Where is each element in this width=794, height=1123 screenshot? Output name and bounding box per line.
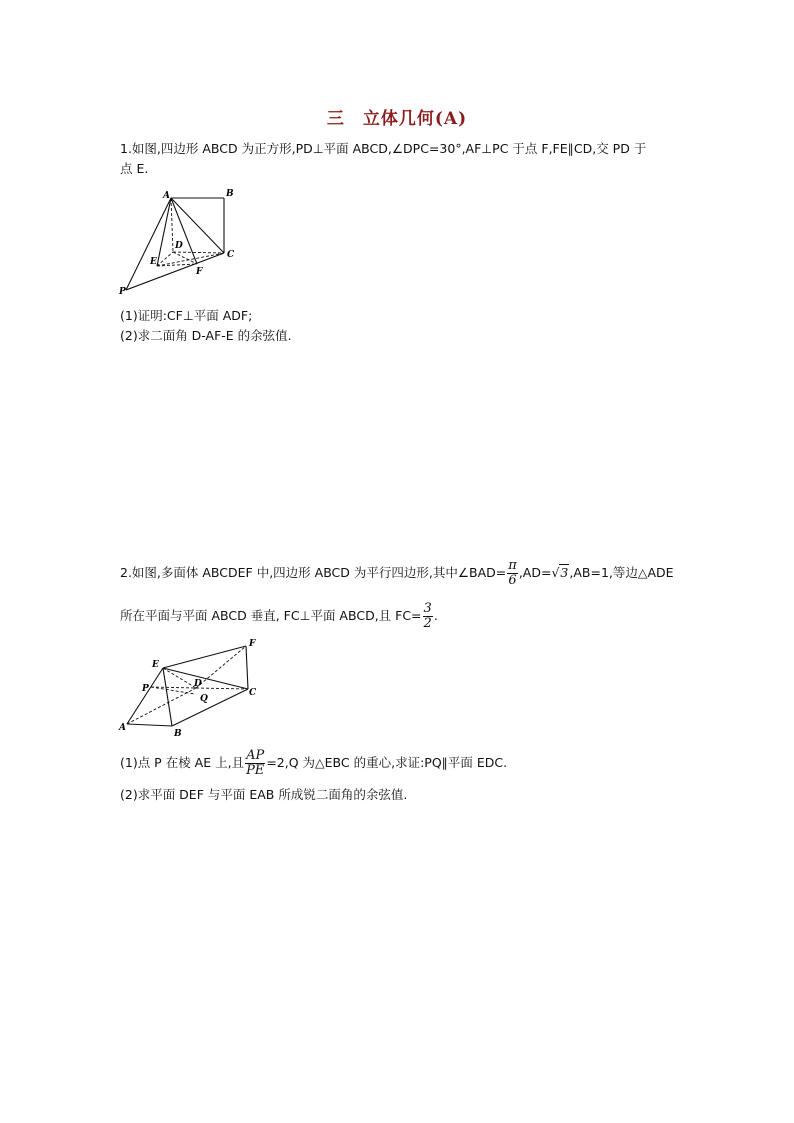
label-f: F bbox=[196, 267, 203, 277]
problem2-figure bbox=[116, 636, 266, 742]
fraction-numerator: 3 bbox=[423, 601, 432, 616]
edge-bc bbox=[172, 689, 248, 726]
edge-ab bbox=[127, 724, 172, 726]
edge-ef bbox=[163, 646, 246, 668]
fraction-numerator: AP bbox=[246, 748, 265, 763]
edge-ec-hidden bbox=[157, 253, 224, 266]
problem2-statement-line1 bbox=[120, 556, 674, 590]
fraction-denominator: 6 bbox=[508, 573, 517, 588]
edge-pc bbox=[126, 253, 224, 290]
label-f: F bbox=[249, 639, 256, 649]
label-e: E bbox=[152, 660, 159, 670]
problem1-question2: (2)求二面角 D-AF-E 的余弦值. bbox=[120, 328, 292, 343]
section-title: 立体几何(A) bbox=[362, 109, 468, 129]
label-p: P bbox=[119, 287, 126, 297]
label-c: C bbox=[227, 250, 235, 260]
fraction-numerator: π bbox=[508, 558, 517, 573]
section-number: 三 bbox=[326, 109, 345, 129]
sqrt-radicand: 3 bbox=[560, 565, 569, 580]
problem2-statement-line2 bbox=[120, 599, 438, 633]
edge-ad-hidden bbox=[127, 688, 196, 724]
problem1-question1: (1)证明:CF⊥平面 ADF; bbox=[120, 308, 253, 323]
edge-ap bbox=[126, 198, 171, 290]
problem2-question2: (2)求平面 DEF 与平面 EAB 所成锐二面角的余弦值. bbox=[120, 787, 408, 802]
label-e: E bbox=[150, 257, 157, 267]
problem2-text-c: ,AB=1,等边△ADE bbox=[569, 565, 674, 580]
fraction-pi-over-6 bbox=[507, 559, 518, 588]
label-a: A bbox=[119, 723, 126, 733]
edge-dc-hidden bbox=[196, 688, 248, 689]
problem2-text-b: ,AD= bbox=[518, 565, 552, 580]
problem2-text-e: . bbox=[433, 608, 438, 623]
problem2-q1-text-b: =2,Q 为△EBC 的重心,求证:PQ∥平面 EDC. bbox=[266, 755, 508, 770]
label-a: A bbox=[163, 191, 170, 201]
problem1-statement-line1: 1.如图,四边形 ABCD 为正方形,PD⊥平面 ABCD,∠DPC=30°,AF⊥PC 于点 F,FE∥CD,交 PD 于 bbox=[120, 141, 647, 156]
edge-dc-hidden bbox=[173, 252, 224, 253]
fraction-denominator: PE bbox=[246, 763, 265, 778]
fraction-ap-over-pe bbox=[245, 749, 265, 778]
edge-af bbox=[171, 198, 197, 264]
edge-ae bbox=[127, 668, 163, 724]
label-p: P bbox=[142, 684, 149, 694]
problem1-statement-line2: 点 E. bbox=[120, 161, 149, 176]
edge-ec bbox=[163, 668, 248, 689]
problem2-text-a: 2.如图,多面体 ABCDEF 中,四边形 ABCD 为平行四边形,其中∠BAD= bbox=[120, 565, 507, 580]
fraction-denominator: 2 bbox=[423, 616, 432, 631]
edge-ad-hidden bbox=[171, 198, 173, 252]
label-d: D bbox=[175, 241, 183, 251]
label-q: Q bbox=[200, 694, 208, 704]
page-title bbox=[0, 104, 794, 129]
problem2-question1 bbox=[120, 746, 507, 780]
problem1-figure bbox=[118, 186, 248, 298]
edge-fc bbox=[246, 646, 248, 689]
edge-eb bbox=[163, 668, 172, 726]
problem2-q1-text-a: (1)点 P 在棱 AE 上,且 bbox=[120, 755, 245, 770]
label-d: D bbox=[194, 679, 202, 689]
fraction-3-over-2 bbox=[423, 602, 433, 631]
label-c: C bbox=[249, 688, 257, 698]
label-b: B bbox=[174, 729, 182, 739]
edge-ed-hidden bbox=[163, 668, 196, 688]
label-b: B bbox=[226, 189, 234, 199]
problem2-text-d: 所在平面与平面 ABCD 垂直, FC⊥平面 ABCD,且 FC= bbox=[120, 608, 422, 623]
sqrt-expression: √3 bbox=[551, 565, 569, 580]
